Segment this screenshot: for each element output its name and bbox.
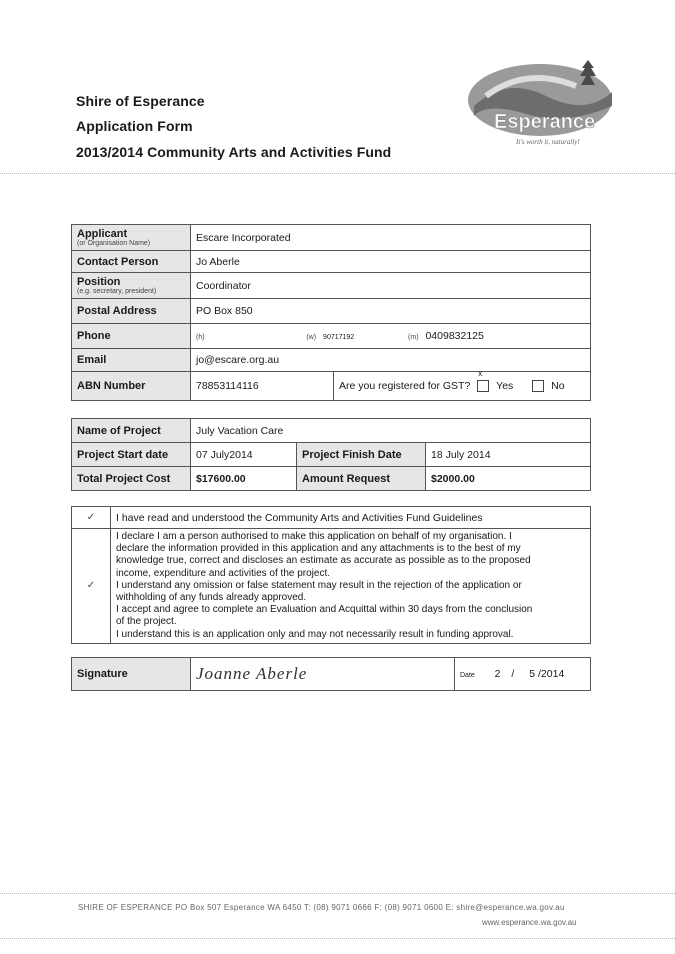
phone-field[interactable] <box>191 324 591 349</box>
project-start-value[interactable]: 07 July2014 <box>191 443 297 467</box>
contact-person-value[interactable]: Jo Aberle <box>191 251 591 273</box>
header-form-name: Application Form <box>76 118 193 134</box>
project-start-label: Project Start date <box>72 443 191 467</box>
project-finish-label: Project Finish Date <box>297 443 426 467</box>
project-name-label: Name of Project <box>72 419 191 443</box>
amount-request-label: Amount Request <box>297 467 426 491</box>
signature-table <box>71 657 591 691</box>
phone-label: Phone <box>72 324 191 349</box>
position-value[interactable]: Coordinator <box>191 273 591 299</box>
gst-no-label: No <box>551 379 565 392</box>
header-fund-name: 2013/2014 Community Arts and Activities Fund <box>76 144 392 160</box>
applicant-value[interactable]: Escare Incorporated <box>191 225 591 251</box>
total-cost-value[interactable]: $17600.00 <box>191 467 297 491</box>
abn-value[interactable]: 78853114116 <box>191 372 334 401</box>
gst-yes-checkbox[interactable] <box>477 380 489 392</box>
declaration-tick[interactable]: ✓ <box>72 529 111 644</box>
gst-yes-label: Yes <box>496 379 514 392</box>
date-field[interactable] <box>455 658 591 691</box>
date-month-year: 5 /2014 <box>529 668 565 680</box>
date-label: Date <box>460 672 475 679</box>
abn-label: ABN Number <box>72 372 191 401</box>
footer-website[interactable]: www.esperance.wa.gov.au <box>482 918 577 927</box>
gst-question-cell <box>334 368 591 401</box>
handwritten-signature: Joanne Aberle <box>196 664 308 683</box>
postal-address-label: Postal Address <box>72 299 191 324</box>
phone-home-key: (h) <box>196 334 205 341</box>
total-cost-label: Total Project Cost <box>72 467 191 491</box>
logo-text: Esperance <box>494 111 596 133</box>
gst-question: Are you registered for GST? <box>339 379 471 392</box>
header-shire-name: Shire of Esperance <box>76 93 205 109</box>
signature-label: Signature <box>72 658 191 691</box>
guidelines-tick[interactable]: ✓ <box>72 507 111 529</box>
footer-divider <box>0 893 675 894</box>
declarations-table <box>71 506 591 644</box>
header-divider <box>0 173 675 174</box>
phone-work-key: (w) <box>306 334 317 341</box>
declaration-text: I declare I am a person authorised to make this application on behalf of my organisation. I declare the information provided in this application and any attachments is to the best of my knowledge true, correct and discloses an estimate as accurate as possible as to the proposed income, expenditure and activities of the project. I understand any omission or false statement may result in the rejection of the application or withholding of any funds already approved. I accept and agree to complete an Evaluation and Acquittal within 30 days from the conclusion of the project. I understand this is an application only and may not necessarily result in funding approval. <box>111 529 591 644</box>
applicant-label: Applicant (or Organisation Name) <box>72 225 191 251</box>
signature-field[interactable] <box>191 658 455 691</box>
position-sublabel: (e.g. secretary, president) <box>77 288 157 295</box>
phone-work-value: 90717192 <box>323 334 355 341</box>
position-label: Position (e.g. secretary, president) <box>72 273 191 299</box>
project-finish-value[interactable]: 18 July 2014 <box>426 443 591 467</box>
email-value[interactable]: jo@escare.org.au <box>191 349 591 372</box>
esperance-logo <box>466 56 616 151</box>
phone-mobile-value: 0409832125 <box>425 330 484 342</box>
gst-mark: x <box>478 368 483 378</box>
contact-person-label: Contact Person <box>72 251 191 273</box>
gst-no-checkbox[interactable] <box>532 380 544 392</box>
date-day: 2 <box>494 668 501 680</box>
postal-address-value[interactable]: PO Box 850 <box>191 299 591 324</box>
amount-request-value[interactable]: $2000.00 <box>426 467 591 491</box>
phone-mobile-key: (m) <box>408 334 419 341</box>
applicant-sublabel: (or Organisation Name) <box>77 240 151 247</box>
project-details-table <box>71 418 591 491</box>
guidelines-statement: I have read and understood the Community Arts and Activities Fund Guidelines <box>111 507 591 529</box>
date-separator: / <box>511 668 515 680</box>
project-name-value[interactable]: July Vacation Care <box>191 419 591 443</box>
logo-tagline: It's worth it, naturally! <box>516 138 580 146</box>
footer-bottom-rule <box>0 938 675 939</box>
email-label: Email <box>72 349 191 372</box>
applicant-details-table <box>71 224 591 401</box>
footer-contact: SHIRE OF ESPERANCE PO Box 507 Esperance WA 6450 T: (08) 9071 0666 F: (08) 9071 0600 E: shire@esperance.wa.gov.au <box>78 903 565 912</box>
